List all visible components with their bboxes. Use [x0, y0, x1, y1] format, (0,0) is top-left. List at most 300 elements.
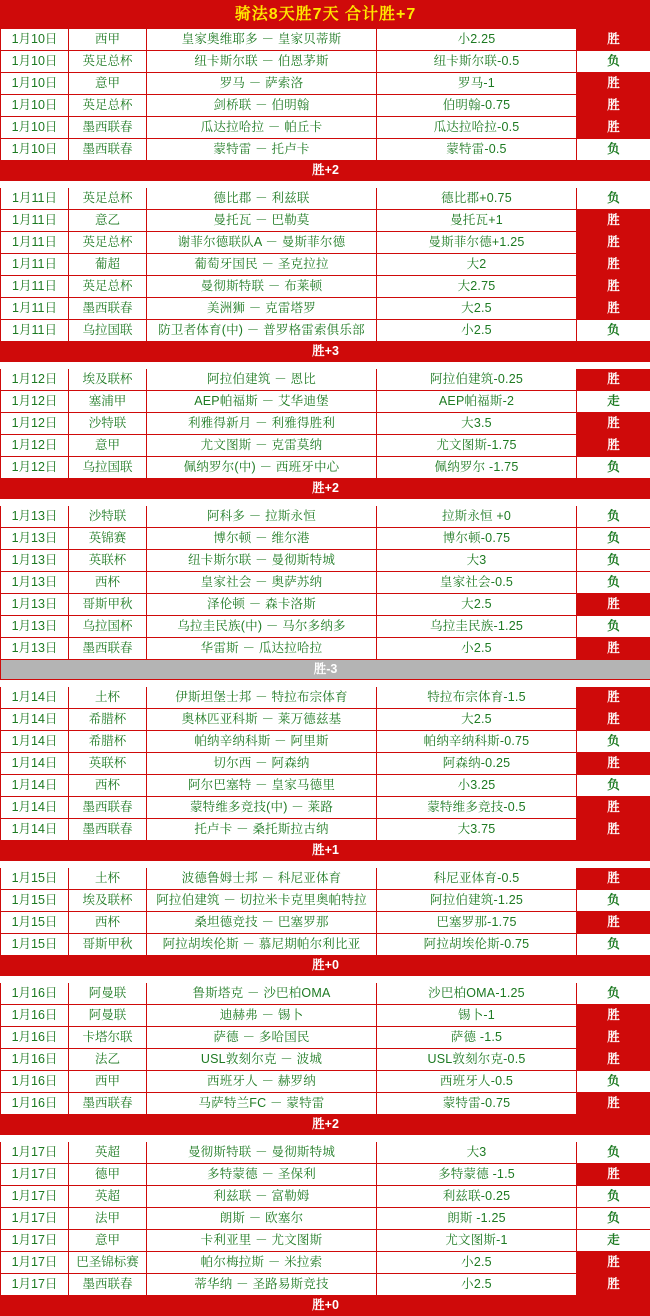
table-row — [1, 1208, 650, 1230]
match-fixture: 美洲狮 － 克雷塔罗 — [147, 298, 377, 320]
match-date: 1月12日 — [1, 413, 69, 435]
recommended-pick: 佩纳罗尔 -1.75 — [377, 457, 577, 479]
league-name: 意乙 — [69, 210, 147, 232]
match-fixture: 卡利亚里 － 尤文图斯 — [147, 1230, 377, 1252]
match-date: 1月10日 — [1, 73, 69, 95]
sheet-title: 骑法8天胜7天 合计胜+7 — [1, 1, 650, 29]
league-name: 希腊杯 — [69, 731, 147, 753]
match-fixture: 鲁斯塔克 － 沙巴柏OMA — [147, 983, 377, 1005]
league-name: 卡塔尔联 — [69, 1027, 147, 1049]
match-fixture: 曼彻斯特联 － 曼彻斯特城 — [147, 1142, 377, 1164]
league-name: 埃及联杯 — [69, 890, 147, 912]
recommended-pick: 朗斯 -1.25 — [377, 1208, 577, 1230]
match-fixture: 萨德 － 多哈国民 — [147, 1027, 377, 1049]
league-name: 哥斯甲秋 — [69, 594, 147, 616]
table-row — [1, 934, 650, 956]
result-badge: 胜 — [577, 276, 650, 298]
table-row — [1, 391, 650, 413]
league-name: 墨西联春 — [69, 1274, 147, 1296]
recommended-pick: 乌拉圭民族-1.25 — [377, 616, 577, 638]
recommended-pick: 小2.5 — [377, 1252, 577, 1274]
match-date: 1月10日 — [1, 139, 69, 161]
table-row — [1, 457, 650, 479]
result-badge: 胜 — [577, 232, 650, 254]
match-fixture: 博尔顿 － 维尔港 — [147, 528, 377, 550]
match-fixture: 奥林匹亚科斯 － 莱万德兹基 — [147, 709, 377, 731]
table-row — [1, 276, 650, 298]
group-spacer — [1, 861, 650, 868]
recommended-pick: 特拉布宗体育-1.5 — [377, 687, 577, 709]
league-name: 巴圣锦标赛 — [69, 1252, 147, 1274]
league-name: 意甲 — [69, 435, 147, 457]
result-badge: 胜 — [577, 117, 650, 139]
match-fixture: USL敦刻尔克 － 波城 — [147, 1049, 377, 1071]
league-name: 法甲 — [69, 1208, 147, 1230]
result-badge: 胜 — [577, 819, 650, 841]
league-name: 土杯 — [69, 868, 147, 890]
sheet-title-row — [1, 1, 650, 29]
league-name: 墨西联春 — [69, 117, 147, 139]
recommended-pick: 多特蒙德 -1.5 — [377, 1164, 577, 1186]
predictions-table-body — [1, 1, 650, 1316]
recommended-pick: 阿森纳-0.25 — [377, 753, 577, 775]
match-date: 1月14日 — [1, 775, 69, 797]
match-fixture: 葡萄牙国民 － 圣克拉拉 — [147, 254, 377, 276]
match-date: 1月17日 — [1, 1186, 69, 1208]
match-date: 1月16日 — [1, 1093, 69, 1115]
recommended-pick: 罗马-1 — [377, 73, 577, 95]
recommended-pick: 大2.5 — [377, 298, 577, 320]
daily-summary-label: 胜+3 — [1, 342, 650, 362]
match-date: 1月11日 — [1, 188, 69, 210]
table-row — [1, 73, 650, 95]
league-name: 意甲 — [69, 1230, 147, 1252]
league-name: 西杯 — [69, 912, 147, 934]
league-name: 塞浦甲 — [69, 391, 147, 413]
group-spacer — [1, 976, 650, 983]
result-badge: 胜 — [577, 29, 650, 51]
league-name: 墨西联春 — [69, 797, 147, 819]
table-row — [1, 709, 650, 731]
group-spacer — [1, 499, 650, 506]
match-fixture: 纽卡斯尔联 － 曼彻斯特城 — [147, 550, 377, 572]
league-name: 墨西联春 — [69, 819, 147, 841]
match-fixture: 蒙特雷 － 托卢卡 — [147, 139, 377, 161]
match-date: 1月10日 — [1, 29, 69, 51]
result-badge: 胜 — [577, 1093, 650, 1115]
result-badge: 负 — [577, 139, 650, 161]
result-badge: 胜 — [577, 254, 650, 276]
match-date: 1月17日 — [1, 1230, 69, 1252]
result-badge: 负 — [577, 51, 650, 73]
match-date: 1月10日 — [1, 95, 69, 117]
league-name: 沙特联 — [69, 413, 147, 435]
result-badge: 负 — [577, 528, 650, 550]
match-fixture: 蒂华纳 － 圣路易斯竞技 — [147, 1274, 377, 1296]
match-fixture: 马萨特兰FC － 蒙特雷 — [147, 1093, 377, 1115]
match-date: 1月13日 — [1, 616, 69, 638]
match-date: 1月15日 — [1, 890, 69, 912]
recommended-pick: 拉斯永恒 +0 — [377, 506, 577, 528]
match-fixture: 佩纳罗尔(中) － 西班牙中心 — [147, 457, 377, 479]
daily-summary-row — [1, 660, 650, 680]
match-date: 1月14日 — [1, 797, 69, 819]
table-row — [1, 638, 650, 660]
result-badge: 胜 — [577, 298, 650, 320]
match-fixture: 帕纳辛纳科斯 － 阿里斯 — [147, 731, 377, 753]
result-badge: 胜 — [577, 369, 650, 391]
table-row — [1, 51, 650, 73]
table-row — [1, 1252, 650, 1274]
recommended-pick: 巴塞罗那-1.75 — [377, 912, 577, 934]
league-name: 乌拉国杯 — [69, 616, 147, 638]
recommended-pick: 大2.75 — [377, 276, 577, 298]
result-badge: 负 — [577, 890, 650, 912]
recommended-pick: USL敦刻尔克-0.5 — [377, 1049, 577, 1071]
table-row — [1, 1274, 650, 1296]
match-fixture: 帕尔梅拉斯 － 米拉索 — [147, 1252, 377, 1274]
match-date: 1月16日 — [1, 1005, 69, 1027]
match-date: 1月17日 — [1, 1142, 69, 1164]
match-fixture: 华雷斯 － 瓜达拉哈拉 — [147, 638, 377, 660]
daily-summary-row — [1, 841, 650, 861]
table-row — [1, 1164, 650, 1186]
league-name: 希腊杯 — [69, 709, 147, 731]
result-badge: 负 — [577, 550, 650, 572]
match-fixture: 切尔西 － 阿森纳 — [147, 753, 377, 775]
match-date: 1月17日 — [1, 1252, 69, 1274]
result-badge: 胜 — [577, 95, 650, 117]
recommended-pick: 锡卜-1 — [377, 1005, 577, 1027]
table-row — [1, 1186, 650, 1208]
table-row — [1, 616, 650, 638]
match-fixture: 朗斯 － 欧塞尔 — [147, 1208, 377, 1230]
result-badge: 胜 — [577, 1005, 650, 1027]
result-badge: 胜 — [577, 753, 650, 775]
league-name: 哥斯甲秋 — [69, 934, 147, 956]
group-spacer — [1, 362, 650, 369]
table-row — [1, 1142, 650, 1164]
match-date: 1月12日 — [1, 457, 69, 479]
table-row — [1, 868, 650, 890]
match-date: 1月11日 — [1, 210, 69, 232]
recommended-pick: 小2.5 — [377, 638, 577, 660]
recommended-pick: 德比郡+0.75 — [377, 188, 577, 210]
match-date: 1月16日 — [1, 1049, 69, 1071]
recommended-pick: 大3 — [377, 1142, 577, 1164]
match-date: 1月13日 — [1, 594, 69, 616]
group-spacer-cell — [1, 861, 650, 868]
recommended-pick: 伯明翰-0.75 — [377, 95, 577, 117]
table-row — [1, 1005, 650, 1027]
match-fixture: 阿拉伯建筑 － 恩比 — [147, 369, 377, 391]
group-spacer-cell — [1, 1135, 650, 1142]
result-badge: 胜 — [577, 594, 650, 616]
league-name: 西甲 — [69, 29, 147, 51]
match-fixture: 阿拉胡埃伦斯 － 慕尼期帕尔利比亚 — [147, 934, 377, 956]
recommended-pick: 瓜达拉哈拉-0.5 — [377, 117, 577, 139]
match-date: 1月12日 — [1, 435, 69, 457]
match-fixture: 尤文图斯 － 克雷莫纳 — [147, 435, 377, 457]
match-date: 1月10日 — [1, 117, 69, 139]
table-row — [1, 572, 650, 594]
recommended-pick: 皇家社会-0.5 — [377, 572, 577, 594]
result-badge: 胜 — [577, 868, 650, 890]
result-badge: 负 — [577, 1071, 650, 1093]
table-row — [1, 320, 650, 342]
league-name: 意甲 — [69, 73, 147, 95]
match-date: 1月14日 — [1, 709, 69, 731]
group-spacer-cell — [1, 362, 650, 369]
daily-summary-row — [1, 161, 650, 181]
match-date: 1月11日 — [1, 320, 69, 342]
recommended-pick: 大2.5 — [377, 594, 577, 616]
league-name: 乌拉国联 — [69, 320, 147, 342]
result-badge: 负 — [577, 983, 650, 1005]
league-name: 墨西联春 — [69, 298, 147, 320]
table-row — [1, 528, 650, 550]
recommended-pick: 小2.5 — [377, 320, 577, 342]
recommended-pick: 蒙特维多竞技-0.5 — [377, 797, 577, 819]
daily-summary-row — [1, 956, 650, 976]
match-fixture: 德比郡 － 利兹联 — [147, 188, 377, 210]
result-badge: 走 — [577, 1230, 650, 1252]
result-badge: 负 — [577, 1208, 650, 1230]
match-fixture: 西班牙人 － 赫罗纳 — [147, 1071, 377, 1093]
result-badge: 负 — [577, 320, 650, 342]
result-badge: 胜 — [577, 687, 650, 709]
table-row — [1, 1230, 650, 1252]
result-badge: 胜 — [577, 435, 650, 457]
recommended-pick: 小2.5 — [377, 1274, 577, 1296]
recommended-pick: 大3 — [377, 550, 577, 572]
league-name: 墨西联春 — [69, 139, 147, 161]
recommended-pick: 博尔顿-0.75 — [377, 528, 577, 550]
recommended-pick: 大2 — [377, 254, 577, 276]
result-badge: 胜 — [577, 210, 650, 232]
result-badge: 胜 — [577, 1252, 650, 1274]
recommended-pick: 大3.5 — [377, 413, 577, 435]
table-row — [1, 210, 650, 232]
recommended-pick: 阿拉伯建筑-0.25 — [377, 369, 577, 391]
match-fixture: 阿科多 － 拉斯永恒 — [147, 506, 377, 528]
match-fixture: 阿拉伯建筑 － 切拉米卡克里奥帕特拉 — [147, 890, 377, 912]
match-date: 1月11日 — [1, 298, 69, 320]
league-name: 德甲 — [69, 1164, 147, 1186]
match-fixture: 防卫者体育(中) － 普罗格雷索俱乐部 — [147, 320, 377, 342]
table-row — [1, 550, 650, 572]
recommended-pick: 西班牙人-0.5 — [377, 1071, 577, 1093]
league-name: 埃及联杯 — [69, 369, 147, 391]
table-row — [1, 506, 650, 528]
daily-summary-label: 胜+2 — [1, 161, 650, 181]
table-row — [1, 254, 650, 276]
match-fixture: 皇家社会 － 奥萨苏纳 — [147, 572, 377, 594]
match-date: 1月11日 — [1, 254, 69, 276]
table-row — [1, 117, 650, 139]
table-row — [1, 731, 650, 753]
result-badge: 走 — [577, 391, 650, 413]
table-row — [1, 890, 650, 912]
table-row — [1, 298, 650, 320]
recommended-pick: 小3.25 — [377, 775, 577, 797]
match-date: 1月12日 — [1, 391, 69, 413]
daily-summary-label: 胜+0 — [1, 1296, 650, 1316]
league-name: 英足总杯 — [69, 276, 147, 298]
group-spacer-cell — [1, 499, 650, 506]
match-date: 1月14日 — [1, 819, 69, 841]
league-name: 英联杯 — [69, 753, 147, 775]
result-badge: 负 — [577, 572, 650, 594]
league-name: 墨西联春 — [69, 638, 147, 660]
daily-summary-row — [1, 1115, 650, 1135]
recommended-pick: 沙巴柏OMA-1.25 — [377, 983, 577, 1005]
match-date: 1月17日 — [1, 1164, 69, 1186]
recommended-pick: 曼斯菲尔德+1.25 — [377, 232, 577, 254]
match-date: 1月14日 — [1, 753, 69, 775]
recommended-pick: 利兹联-0.25 — [377, 1186, 577, 1208]
match-date: 1月12日 — [1, 369, 69, 391]
recommended-pick: 纽卡斯尔联-0.5 — [377, 51, 577, 73]
daily-summary-label: 胜+2 — [1, 479, 650, 499]
recommended-pick: 尤文图斯-1.75 — [377, 435, 577, 457]
result-badge: 胜 — [577, 1027, 650, 1049]
table-row — [1, 95, 650, 117]
daily-summary-label: 胜+1 — [1, 841, 650, 861]
result-badge: 负 — [577, 1142, 650, 1164]
match-fixture: 桑坦德竞技 － 巴塞罗那 — [147, 912, 377, 934]
result-badge: 负 — [577, 1186, 650, 1208]
league-name: 英超 — [69, 1186, 147, 1208]
match-fixture: 多特蒙德 － 圣保利 — [147, 1164, 377, 1186]
recommended-pick: 帕纳辛纳科斯-0.75 — [377, 731, 577, 753]
result-badge: 负 — [577, 616, 650, 638]
table-row — [1, 435, 650, 457]
table-row — [1, 912, 650, 934]
recommended-pick: 阿拉胡埃伦斯-0.75 — [377, 934, 577, 956]
recommended-pick: AEP帕福斯-2 — [377, 391, 577, 413]
result-badge: 负 — [577, 188, 650, 210]
league-name: 阿曼联 — [69, 1005, 147, 1027]
match-date: 1月11日 — [1, 232, 69, 254]
match-date: 1月17日 — [1, 1208, 69, 1230]
table-row — [1, 775, 650, 797]
match-fixture: 泽伦顿 － 森卡洛斯 — [147, 594, 377, 616]
group-spacer-cell — [1, 976, 650, 983]
group-spacer — [1, 680, 650, 687]
league-name: 阿曼联 — [69, 983, 147, 1005]
result-badge: 胜 — [577, 1274, 650, 1296]
daily-summary-label: 胜+0 — [1, 956, 650, 976]
match-date: 1月16日 — [1, 1027, 69, 1049]
league-name: 葡超 — [69, 254, 147, 276]
result-badge: 胜 — [577, 709, 650, 731]
match-date: 1月11日 — [1, 276, 69, 298]
recommended-pick: 曼托瓦+1 — [377, 210, 577, 232]
recommended-pick: 阿拉伯建筑-1.25 — [377, 890, 577, 912]
match-fixture: 曼彻斯特联 － 布莱顿 — [147, 276, 377, 298]
match-date: 1月16日 — [1, 983, 69, 1005]
table-row — [1, 1093, 650, 1115]
league-name: 英足总杯 — [69, 51, 147, 73]
recommended-pick: 蒙特雷-0.5 — [377, 139, 577, 161]
recommended-pick: 萨德 -1.5 — [377, 1027, 577, 1049]
match-fixture: 曼托瓦 － 巴勒莫 — [147, 210, 377, 232]
league-name: 西甲 — [69, 1071, 147, 1093]
table-row — [1, 232, 650, 254]
league-name: 英足总杯 — [69, 232, 147, 254]
match-fixture: 迪赫弗 － 锡卜 — [147, 1005, 377, 1027]
league-name: 英超 — [69, 1142, 147, 1164]
match-date: 1月16日 — [1, 1071, 69, 1093]
table-row — [1, 797, 650, 819]
match-fixture: 蒙特维多竞技(中) － 莱路 — [147, 797, 377, 819]
match-fixture: 瓜达拉哈拉 － 帕丘卡 — [147, 117, 377, 139]
league-name: 墨西联春 — [69, 1093, 147, 1115]
table-row — [1, 594, 650, 616]
result-badge: 胜 — [577, 413, 650, 435]
table-row — [1, 1049, 650, 1071]
match-fixture: 谢菲尔德联队A － 曼斯菲尔德 — [147, 232, 377, 254]
daily-summary-label: 胜-3 — [1, 660, 650, 680]
table-row — [1, 753, 650, 775]
match-fixture: 利雅得新月 － 利雅得胜利 — [147, 413, 377, 435]
recommended-pick: 小2.25 — [377, 29, 577, 51]
result-badge: 胜 — [577, 73, 650, 95]
match-fixture: 托卢卡 － 桑托斯拉古纳 — [147, 819, 377, 841]
match-date: 1月13日 — [1, 506, 69, 528]
result-badge: 负 — [577, 506, 650, 528]
match-date: 1月15日 — [1, 912, 69, 934]
daily-summary-row — [1, 1296, 650, 1316]
daily-summary-label: 胜+2 — [1, 1115, 650, 1135]
recommended-pick: 科尼亚体育-0.5 — [377, 868, 577, 890]
league-name: 沙特联 — [69, 506, 147, 528]
match-date: 1月13日 — [1, 572, 69, 594]
group-spacer — [1, 1135, 650, 1142]
match-date: 1月14日 — [1, 731, 69, 753]
table-row — [1, 188, 650, 210]
league-name: 土杯 — [69, 687, 147, 709]
league-name: 英足总杯 — [69, 95, 147, 117]
table-row — [1, 139, 650, 161]
match-date: 1月13日 — [1, 528, 69, 550]
match-date: 1月14日 — [1, 687, 69, 709]
result-badge: 负 — [577, 457, 650, 479]
table-row — [1, 687, 650, 709]
match-date: 1月17日 — [1, 1274, 69, 1296]
match-fixture: AEP帕福斯 － 艾华迪堡 — [147, 391, 377, 413]
match-fixture: 阿尔巴塞特 － 皇家马德里 — [147, 775, 377, 797]
match-date: 1月15日 — [1, 868, 69, 890]
match-fixture: 皇家奥维耶多 － 皇家贝蒂斯 — [147, 29, 377, 51]
daily-summary-row — [1, 342, 650, 362]
match-fixture: 纽卡斯尔联 － 伯恩茅斯 — [147, 51, 377, 73]
league-name: 英联杯 — [69, 550, 147, 572]
match-fixture: 伊斯坦堡士邦 － 特拉布宗体育 — [147, 687, 377, 709]
table-row — [1, 1027, 650, 1049]
table-row — [1, 983, 650, 1005]
group-spacer-cell — [1, 181, 650, 188]
league-name: 英足总杯 — [69, 188, 147, 210]
result-badge: 胜 — [577, 1164, 650, 1186]
match-fixture: 波德鲁姆士邦 － 科尼亚体育 — [147, 868, 377, 890]
result-badge: 负 — [577, 731, 650, 753]
league-name: 西杯 — [69, 775, 147, 797]
match-fixture: 乌拉圭民族(中) － 马尔多纳多 — [147, 616, 377, 638]
recommended-pick: 尤文图斯-1 — [377, 1230, 577, 1252]
table-row — [1, 413, 650, 435]
